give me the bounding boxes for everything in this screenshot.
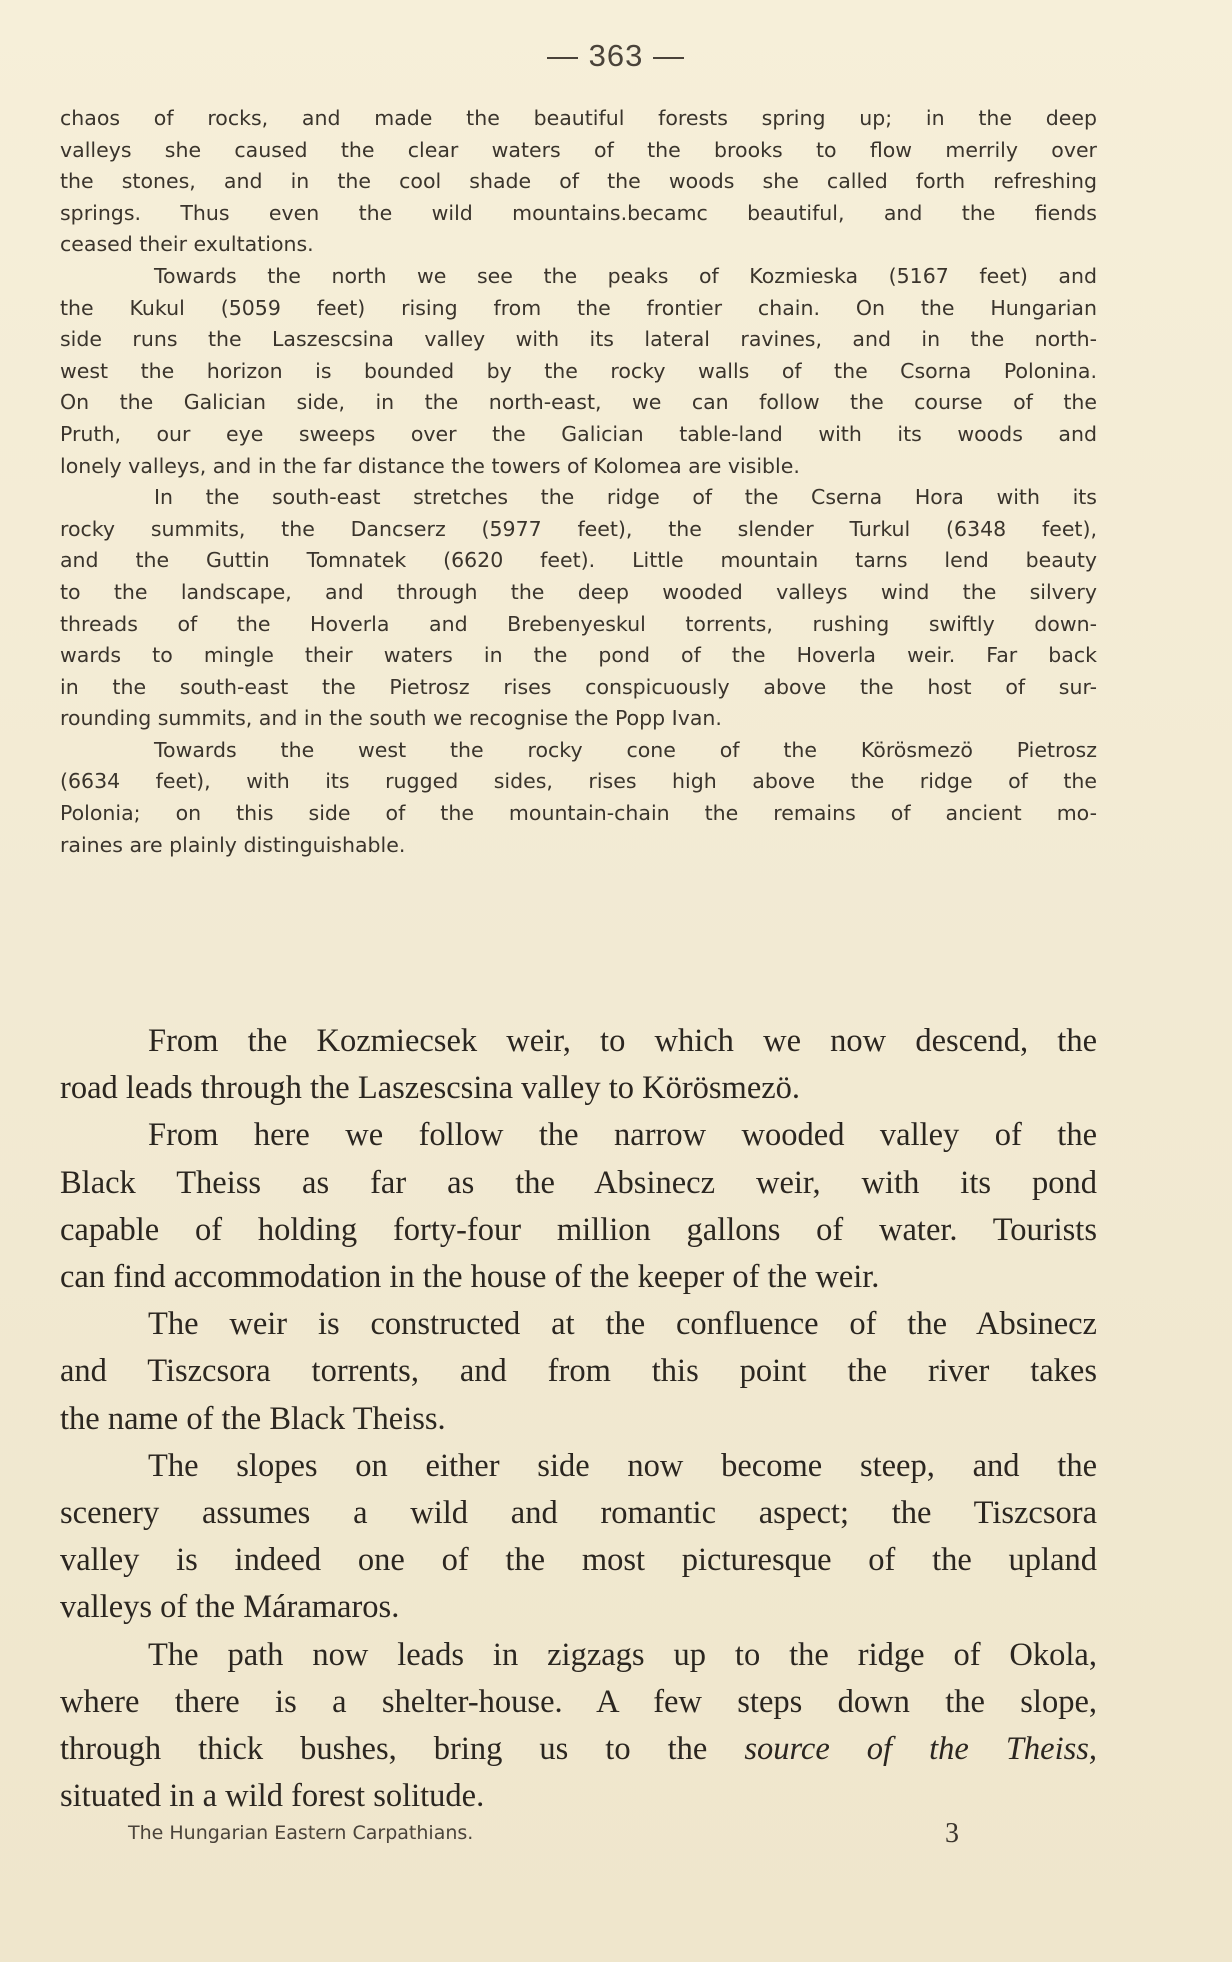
text-line: From the Kozmiecsek weir, to which we now descend, the	[148, 1023, 1097, 1059]
text-line: valley is indeed one of the most picturesque of the upland	[60, 1542, 1097, 1579]
text-segment: through thick bushes, bring us to the	[60, 1731, 708, 1768]
text-line: the Kukul (5059 feet) rising from the frontier chain. On the Hungarian	[60, 295, 1097, 320]
text-line: can find accommodation in the house of the keeper of the weir.	[60, 1259, 880, 1296]
footer-signature-mark: 3	[945, 1818, 959, 1849]
text-line: lonely valleys, and in the far distance the towers of Kolomea are visible.	[60, 453, 800, 478]
text-line: wards to mingle their waters in the pond of the Hoverla weir. Far back	[60, 643, 1097, 668]
text-line: Pruth, our eye sweeps over the Galician table-land with its woods and	[60, 421, 1097, 446]
text-line: in the south-east the Pietrosz rises conspicuously above the host of sur-	[60, 674, 1097, 699]
text-line: The weir is constructed at the confluence of the Absinecz	[148, 1306, 1097, 1343]
text-line: and the Guttin Tomnatek (6620 feet). Little mountain tarns lend beauty	[60, 548, 1097, 573]
text-line: valleys of the Máramaros.	[60, 1589, 400, 1626]
text-line: raines are plainly distinguishable.	[60, 832, 406, 857]
text-line: The slopes on either side now become steep, and the	[148, 1447, 1097, 1484]
text-line: rocky summits, the Dancserz (5977 feet), the slender Turkul (6348 feet),	[60, 516, 1097, 541]
text-line: the stones, and in the cool shade of the woods she called forth refreshing	[60, 169, 1097, 194]
text-line: the name of the Black Theiss.	[60, 1400, 446, 1437]
text-line: rounding summits, and in the south we recognise the Popp Ivan.	[60, 706, 722, 731]
text-line: capable of holding forty-four million gallons of water. Tourists	[60, 1211, 1097, 1248]
large-print-text	[60, 1018, 1097, 1820]
text-line: scenery assumes a wild and romantic aspect; the Tiszcsora	[60, 1495, 1097, 1532]
text-line: where there is a shelter-house. A few steps down the slope,	[60, 1683, 1097, 1720]
text-line: valleys she caused the clear waters of the brooks to flow merrily over	[60, 137, 1097, 162]
text-line: and Tiszcsora torrents, and from this point the river takes	[60, 1353, 1097, 1390]
text-line: The path now leads in zigzags up to the ridge of Okola,	[148, 1636, 1097, 1673]
text-line: Black Theiss as far as the Absinecz weir, with its pond	[60, 1164, 1097, 1201]
small-print-text	[60, 103, 1097, 861]
footer-book-title: The Hungarian Eastern Carpathians.	[128, 1822, 474, 1844]
text-line: chaos of rocks, and made the beautiful forests spring up; in the deep	[60, 106, 1097, 130]
text-line: ceased their exultations.	[60, 232, 314, 257]
text-line: Towards the north we see the peaks of Kozmieska (5167 feet) and	[154, 263, 1097, 288]
text-line: (6634 feet), with its rugged sides, rises high above the ridge of the	[60, 769, 1097, 794]
emphasized-phrase: source of the Theiss,	[744, 1731, 1098, 1768]
text-line: springs. Thus even the wild mountains.becamc beautiful, and the fiends	[60, 200, 1097, 225]
text-line: side runs the Laszescsina valley with its lateral ravines, and in the north-	[60, 327, 1097, 352]
text-line: Towards the west the rocky cone of the Körösmezö Pietrosz	[154, 737, 1097, 762]
text-line: situated in a wild forest solitude.	[60, 1778, 485, 1815]
text-line	[60, 1726, 1097, 1773]
text-line: west the horizon is bounded by the rocky walls of the Csorna Polonina.	[60, 358, 1097, 383]
text-line: From here we follow the narrow wooded valley of the	[148, 1117, 1097, 1154]
text-line: road leads through the Laszescsina valley to Körösmezö.	[60, 1070, 801, 1107]
page-number: — 363 —	[547, 38, 685, 73]
text-line: to the landscape, and through the deep wooded valleys wind the silvery	[60, 579, 1097, 604]
text-line: In the south-east stretches the ridge of the Cserna Hora with its	[154, 485, 1097, 510]
text-line: Polonia; on this side of the mountain-chain the remains of ancient mo-	[60, 801, 1097, 826]
text-line: threads of the Hoverla and Brebenyeskul torrents, rushing swiftly down-	[60, 611, 1097, 636]
text-line: On the Galician side, in the north-east, we can follow the course of the	[60, 390, 1097, 415]
